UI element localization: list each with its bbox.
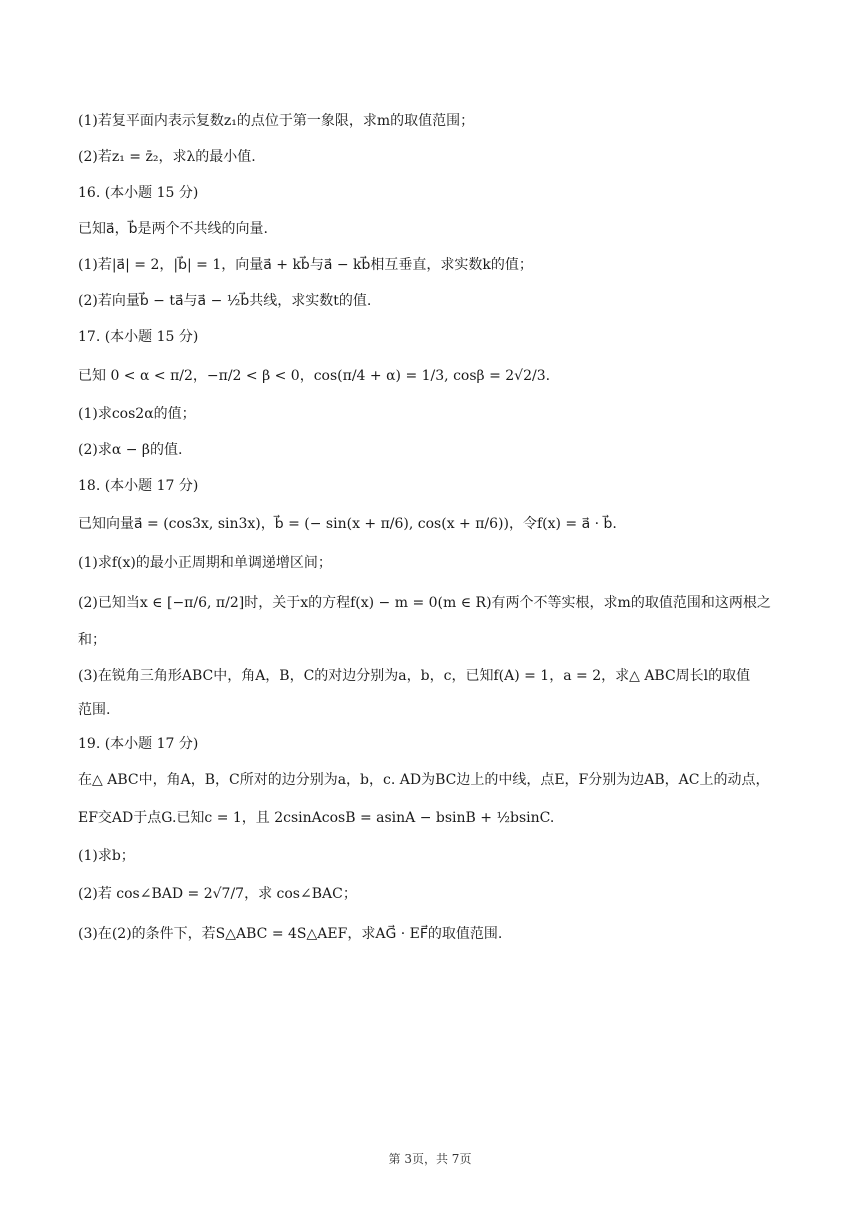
q15-part1: (1)若复平面内表示复数z₁的点位于第一象限，求m的取值范围； <box>78 113 475 129</box>
q18-heading: 18. (本小题 17 分) <box>78 478 199 494</box>
q19-heading: 19. (本小题 17 分) <box>78 736 199 752</box>
q19-stem: 在△ ABC中，角A，B，C所对的边分别为a，b，c. AD为BC边上的中线，点E，F分别为边AB，AC上的动点， <box>78 772 770 788</box>
q16-part2: (2)若向量b⃗ − ta⃗与a⃗ − ½b⃗共线，求实数t的值. <box>78 293 372 309</box>
q16-stem: 已知a⃗，b⃗是两个不共线的向量. <box>78 221 268 237</box>
q18-part3-cont: 范围. <box>78 702 111 718</box>
q16-part1: (1)若|a⃗| = 2，|b⃗| = 1，向量a⃗ + kb⃗与a⃗ − kb⃗相互垂直，求实数k的值； <box>78 257 533 273</box>
q17-stem: 已知 0 < α < π/2，−π/2 < β < 0，cos(π/4 + α) = 1/3, cosβ = 2√2/3. <box>78 368 551 384</box>
q18-part2: (2)已知当x ∈ [−π/6, π/2]时，关于x的方程f(x) − m = 0(m ∈ R)有两个不等实根，求m的取值范围和这两根之 <box>78 595 771 611</box>
q19-part1: (1)求b； <box>78 848 135 864</box>
q18-part2-cont: 和； <box>78 632 106 648</box>
q18-stem: 已知向量a⃗ = (cos3x, sin3x)，b⃗ = (− sin(x + π/6), cos(x + π/6))，令f(x) = a⃗ · b⃗. <box>78 516 617 532</box>
q19-part2: (2)若 cos∠BAD = 2√7/7，求 cos∠BAC； <box>78 886 357 902</box>
q17-heading: 17. (本小题 15 分) <box>78 329 199 345</box>
q18-part1: (1)求f(x)的最小正周期和单调递增区间； <box>78 555 332 571</box>
q19-part3: (3)在(2)的条件下，若S△ABC = 4S△AEF，求AG⃗ · EF⃗的取值范围. <box>78 926 503 942</box>
q18-part3: (3)在锐角三角形ABC中，角A，B，C的对边分别为a，b，c，已知f(A) = 1，a = 2，求△ ABC周长l的取值 <box>78 668 751 684</box>
q16-heading: 16. (本小题 15 分) <box>78 185 199 201</box>
q19-stem-cont: EF交AD于点G.已知c = 1，且 2csinAcosB = asinA − bsinB + ½bsinC. <box>78 810 555 826</box>
page-footer: 第 3页，共 7页 <box>388 1152 472 1166</box>
q17-part2: (2)求α − β的值. <box>78 442 183 458</box>
q17-part1: (1)求cos2α的值； <box>78 406 196 422</box>
q15-part2: (2)若z₁ = z̄₂，求λ的最小值. <box>78 149 256 165</box>
